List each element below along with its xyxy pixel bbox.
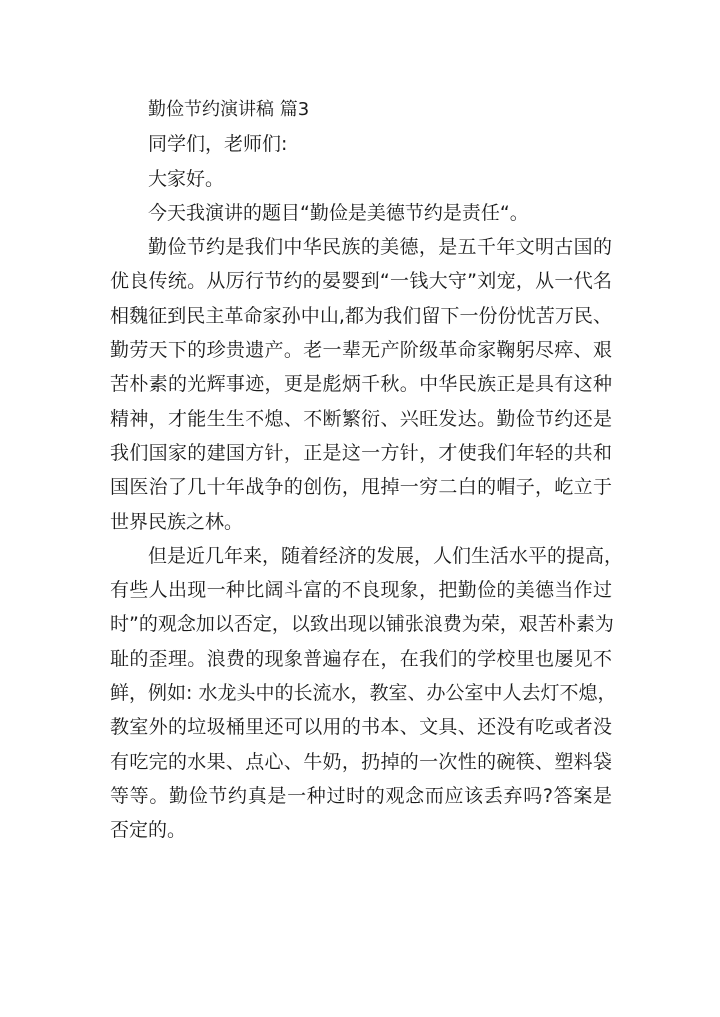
paragraph-line: 国医治了几十年战争的创伤，甩掉一穷二白的帽子，屹立于 <box>110 476 612 499</box>
paragraph-line: 时”的观念加以否定，以致出现以铺张浪费为荣，艰苦朴素为 <box>110 613 614 636</box>
paragraph-line: 有些人出现一种比阔斗富的不良现象，把勤俭的美德当作过 <box>110 579 612 602</box>
paragraph-line: 等等。勤俭节约真是一种过时的观念而应该丢弃吗?答案是 <box>110 784 612 807</box>
paragraph-line: 优良传统。从厉行节约的晏婴到“一钱大守”刘宠，从一代名 <box>110 270 612 293</box>
paragraph-line: 有吃完的水果、点心、牛奶，扔掉的一次性的碗筷、塑料袋 <box>110 750 612 773</box>
paragraph-line: 苦朴素的光辉事迹，更是彪炳千秋。中华民族正是具有这种 <box>110 373 612 396</box>
paragraph-line: 但是近几年来，随着经济的发展，人们生活水平的提高， <box>148 544 624 567</box>
document-page <box>110 93 624 848</box>
paragraph-line: 世界民族之林。 <box>110 510 244 533</box>
paragraph-1 <box>110 230 612 539</box>
paragraph-line: 教室外的垃圾桶里还可以用的书本、文具、还没有吃或者没 <box>110 716 612 739</box>
greeting: 大家好。 <box>148 167 225 190</box>
paragraph-line: 勤俭节约是我们中华民族的美德，是五千年文明古国的 <box>148 236 612 259</box>
paragraph-line: 鲜，例如: 水龙头中的长流水，教室、办公室中人去灯不熄， <box>110 682 617 705</box>
paragraph-line: 相魏征到民主革命家孙中山,都为我们留下一份份忧苦万民、 <box>110 304 612 327</box>
paragraph-line: 我们国家的建国方针，正是这一方针，才使我们年轻的共和 <box>110 441 612 464</box>
salutation: 同学们，老师们: <box>148 133 288 156</box>
document-title: 勤俭节约演讲稿 篇3 <box>148 99 310 120</box>
paragraph-line: 耻的歪理。浪费的现象普遍存在，在我们的学校里也屡见不 <box>110 647 612 670</box>
paragraph-line: 精神，才能生生不熄、不断繁衍、兴旺发达。勤俭节约还是 <box>110 407 612 430</box>
paragraph-2 <box>110 539 624 848</box>
paragraph-line: 否定的。 <box>110 819 187 842</box>
paragraph-line: 勤劳天下的珍贵遗产。老一辈无产阶级革命家鞠躬尽瘁、艰 <box>110 339 612 362</box>
intro-line: 今天我演讲的题目“勤俭是美德节约是责任“。 <box>148 201 529 224</box>
